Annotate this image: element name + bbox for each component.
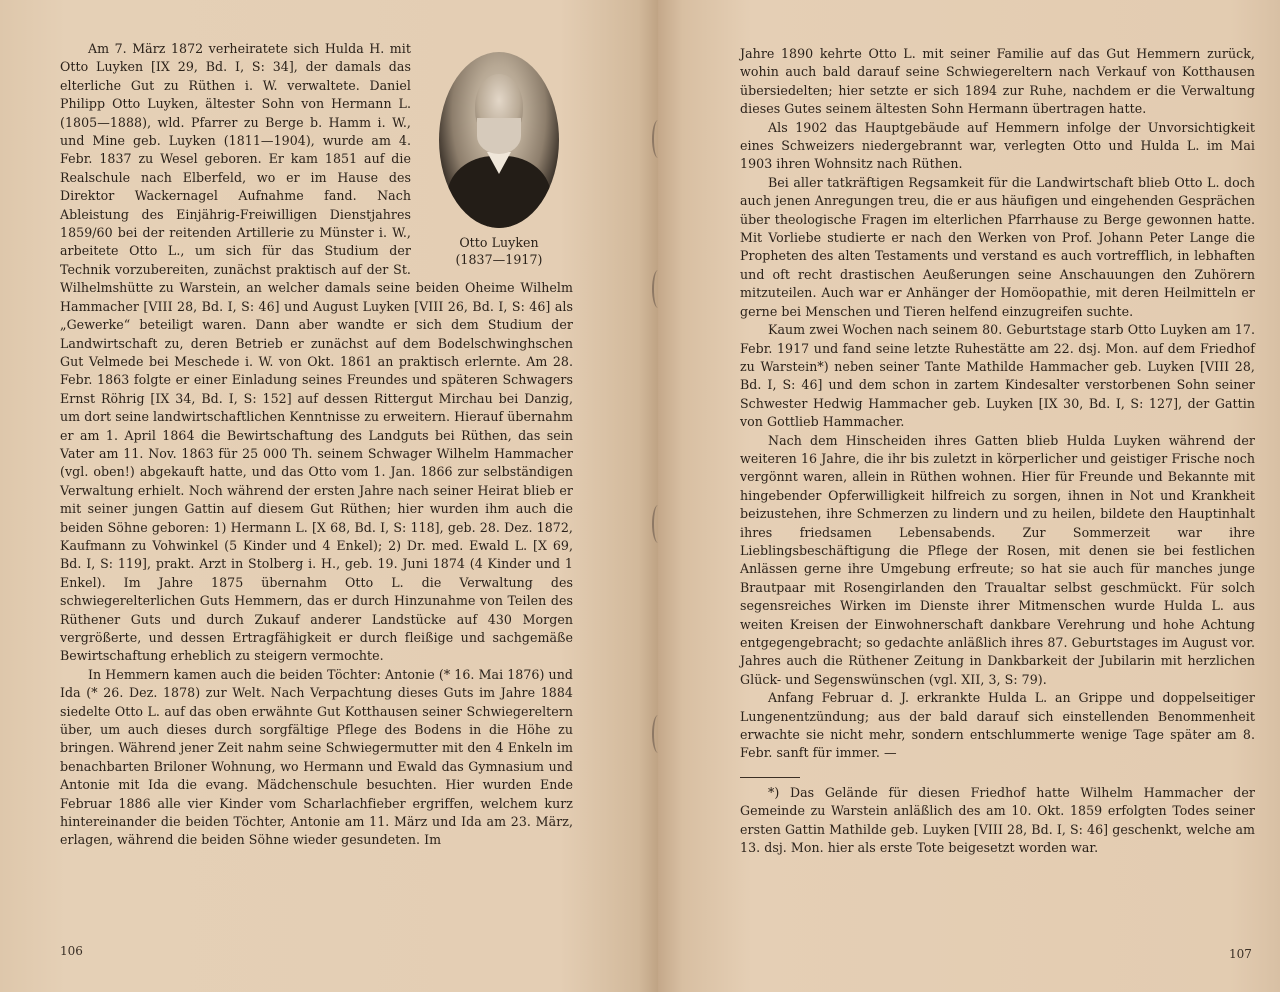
paragraph: Am 7. März 1872 verheiratete sich Hulda H. mit Otto Luyken [IX 29, Bd. I, S: 34], der damals das elterliche Gut zu Rüthen i. W. verwaltete. Daniel Philipp Otto Luyken, ältester Sohn von Hermann L. (1805—1888), wld. Pfarrer zu Berge b. Hamm i. W., und Mine geb. Luyken (1811—1904), wurde am 4. Febr. 1837 zu Wesel geboren. Er kam 1851 auf die Realschule nach Elberfeld, wo er im Hause des Direktor Wackernagel Aufnahme fand. Nach Ableistung des Einjährig-Freiwilligen Dienstjahres 1859/60 bei der reitenden Artillerie zu Münster i. W., arbeitete Otto L., um sich für das Studium der Technik vorzubereiten, zunächst praktisch auf der St. Wilhelmshütte zu Warstein, an welcher damals seine beiden Oheime Wilhelm Hammacher [VIII 28, Bd. I, S: 46] und August Luyken [VIII 26, Bd. I, S: 46] als „Gewerke“ beteiligt waren. Dann aber wandte er sich dem Studium der Landwirtschaft zu, deren Betrieb er zunächst auf dem Bodelschwinghschen Gut Velmede bei Meschede i. W. von Okt. 1861 an praktisch erlernte. Am 28. Febr. 1863 folgte er einer Einladung seines Freundes und späteren Schwagers Ernst Röhrig [IX 34, Bd. I, S: 152] auf dessen Rittergut Mirchau bei Danzig, um dort seine landwirtschaftlichen Kenntnisse zu erweitern. Hierauf übernahm er am 1. April 1864 die Bewirtschaftung des Landguts bei Rüthen, das sein Vater am 11. Nov. 1863 für 25 000 Th. seinem Schwager Wilhelm Hammacher (vgl. oben!) abgekauft hatte, und das Otto vom 1. Jan. 1866 zur selbständigen Verwaltung erhielt. Noch während der ersten Jahre nach seiner Heirat blieb er mit seiner jungen Gattin auf diesem Gut Rüthen; hier wurden ihm auch die beiden Söhne geboren: 1) Hermann L. [X 68, Bd. I, S: 118], geb. 28. Dez. 1872, Kaufmann zu Vohwinkel (5 Kinder und 4 Enkel); 2) Dr. med. Ewald L. [X 69, Bd. I, S: 119], prakt. Arzt in Stolberg i. H., geb. 19. Juni 1874 (4 Kinder und 1 Enkel). Im Jahre 1875 übernahm Otto L. die Verwaltung des schwiegerelterlichen Guts Hemmern, das er durch Hinzunahme von Teilen des Rüthener Guts und durch Zukauf anderer Landstücke auf 430 Morgen vergrößerte, und dessen Ertragfähigkeit er durch fleißige und sachgemäße Bewirtschaftung erheblich zu steigern vermochte. xyxy=(60,41,573,664)
paragraph: Als 1902 das Hauptgebäude auf Hemmern infolge der Unvorsichtigkeit eines Schweizers niedergebrannt war, verlegten Otto und Hulda L. im Mai 1903 ihren Wohnsitz nach Rüthen. xyxy=(740,119,1255,172)
binding-stitch xyxy=(652,715,664,753)
right-page-text xyxy=(740,45,1255,857)
paragraph: In Hemmern kamen auch die beiden Töchter: Antonie (* 16. Mai 1876) und Ida (* 26. Dez. 1878) zur Welt. Nach Verpachtung dieses Guts im Jahre 1884 siedelte Otto L. auf das oben erwähnte Gut Kotthausen seiner Schwiegereltern über, um auch dieses durch sorgfältige Pflege des Bodens in die Höhe zu bringen. Während jener Zeit nahm seine Schwiegermutter mit den 4 Enkeln im benachbarten Briloner Wohnung, wo Hermann und Ewald das Gymnasium und Antonie mit Ida die evang. Mädchenschule besuchten. Hier wurden Ende Februar 1886 alle vier Kinder vom Scharlachfieber ergriffen, welchem kurz hintereinander die beiden Töchter, Antonie am 11. März und Ida am 23. März, erlagen, während die beiden Söhne wieder gesundeten. Im xyxy=(60,666,573,848)
binding-stitch xyxy=(652,270,664,308)
paragraph: Jahre 1890 kehrte Otto L. mit seiner Familie auf das Gut Hemmern zurück, wohin auch bald darauf seine Schwiegereltern nach Verkauf von Kotthausen übersiedelten; hier setzte er sich 1894 zur Ruhe, nachdem er die Verwaltung dieses Gutes seinem ältesten Sohn Hermann übertragen hatte. xyxy=(740,46,1255,117)
footnote-separator xyxy=(740,777,800,778)
paragraph: Bei aller tatkräftigen Regsamkeit für die Landwirtschaft blieb Otto L. doch auch jenen Anregungen treu, die er aus häufigen und eingehenden Gesprächen über theologische Fragen im elterlichen Pfarrhause zu Berge gewonnen hatte. Mit Vorliebe studierte er nach den Werken von Prof. Johann Peter Lange die Propheten des alten Testaments und verstand es auch vortrefflich, in lebhaften und oft recht drastischen Aeußerungen seine Anschauungen den Zuhörern mitzuteilen. Auch war er Anhänger der Homöopathie, mit deren Heilmitteln er gerne bei Menschen und Tieren helfend einzugreifen suchte. xyxy=(740,174,1255,319)
binding-stitch xyxy=(652,505,664,543)
footnote xyxy=(740,784,1255,858)
paragraph: Nach dem Hinscheiden ihres Gatten blieb Hulda Luyken während der weiteren 16 Jahre, die ihr bis zuletzt in körperlicher und geistiger Frische noch vergönnt waren, allein in Rüthen wohnen. Hier für Freunde und Bekannte mit hingebender Opferwilligkeit hilfreich zu sorgen, ihnen in Not und Krankheit beizustehen, ihre Schmerzen zu lindern und zu heilen, bildete den Hauptinhalt ihres friedsamen Lebensabends. Zur Sommerzeit war ihre Lieblingsbeschäftigung die Pflege der Rosen, mit denen sie bei festlichen Anlässen gerne ihre Umgebung erfreute; so hat sie auch für manches junge Brautpaar mit Rosengirlanden den Traualtar selbst geschmückt. Für solch segensreiches Wirken im Dienste ihrer Mitmenschen wurde Hulda L. aus weiten Kreisen der Einwohnerschaft dankbare Verehrung und hohe Achtung entgegengebracht; so gedachte anläßlich ihres 87. Geburtstages im August vor. Jahres auch die Rüthener Zeitung in Dankbarkeit der Jubilarin mit herzlichen Glück- und Segenswünschen (vgl. XII, 3, S: 79). xyxy=(740,432,1255,687)
page-number-right: 107 xyxy=(1229,947,1252,961)
portrait-caption-name: Otto Luyken xyxy=(459,235,539,250)
portrait-photo xyxy=(439,52,559,228)
page-number-left: 106 xyxy=(60,944,83,958)
paragraph: Anfang Februar d. J. erkrankte Hulda L. an Grippe und doppelseitiger Lungenentzündung; aus der bald darauf sich einstellenden Benommenheit erwachte sie nicht mehr, sondern entschlummerte wenige Tage später am 8. Febr. sanft für immer. — xyxy=(740,690,1255,761)
portrait-figure xyxy=(425,40,573,268)
footnote-text: *) Das Gelände für diesen Friedhof hatte Wilhelm Hammacher der Gemeinde zu Warstein anläßlich des am 10. Okt. 1859 erfolgten Todes seiner ersten Gattin Mathilde geb. Luyken [VIII 28, Bd. I, S: 46] geschenkt, welche am 13. dsj. Mon. hier als erste Tote beigesetzt worden war. xyxy=(740,784,1255,856)
left-page-text xyxy=(60,40,573,850)
portrait-caption-years: (1837—1917) xyxy=(455,252,543,267)
paragraph: Kaum zwei Wochen nach seinem 80. Geburtstage starb Otto Luyken am 17. Febr. 1917 und fand seine letzte Ruhestätte am 22. dsj. Mon. auf dem Friedhof zu Warstein*) neben seiner Tante Mathilde Hammacher geb. Luyken [VIII 28, Bd. I, S: 46] und dem schon in zartem Kindesalter verstorbenen Sohn seiner Schwester Hedwig Hammacher geb. Luyken [IX 30, Bd. I, S: 127], der Gattin von Gottlieb Hammacher. xyxy=(740,322,1255,430)
binding-stitch xyxy=(652,120,664,158)
